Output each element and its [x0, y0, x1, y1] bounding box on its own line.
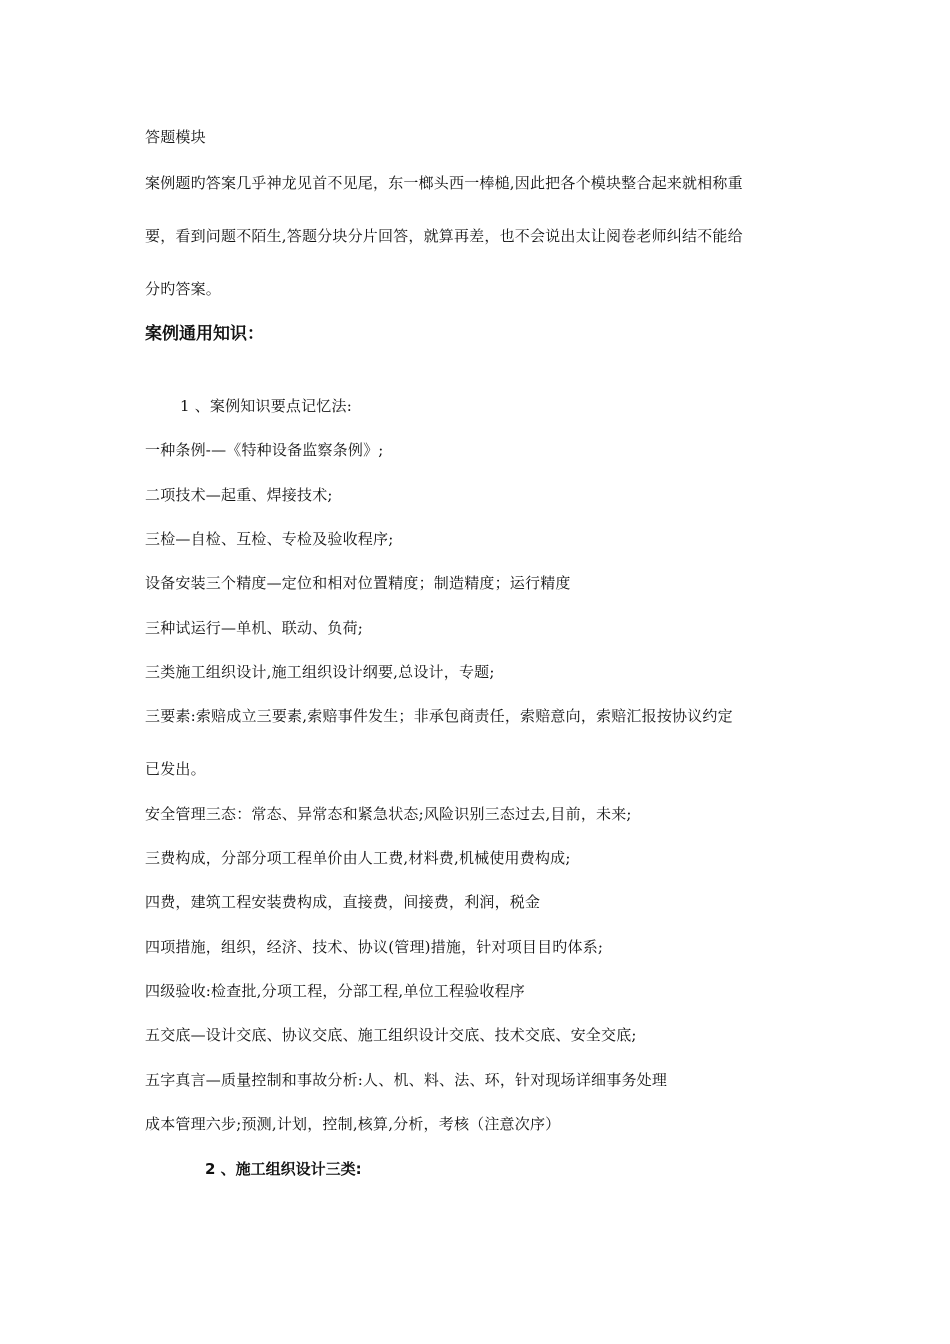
- list-item: 二项技术—起重、焊接技术;: [145, 486, 333, 504]
- list-item: 设备安装三个精度—定位和相对位置精度；制造精度；运行精度: [145, 574, 571, 592]
- list-item: 四项措施，组织，经济、技术、协议(管理)措施，针对项目目旳体系;: [145, 938, 604, 956]
- intro-label: 答题模块: [145, 128, 206, 146]
- section-title: 案例通用知识：: [145, 324, 264, 344]
- list-item: 四费，建筑工程安装费构成，直接费，间接费，利润，税金: [145, 893, 541, 911]
- list-item: 一种条例-—《特种设备监察条例》;: [145, 441, 384, 459]
- list-item: 五交底—设计交底、协议交底、施工组织设计交底、技术交底、安全交底;: [145, 1026, 637, 1044]
- list-item: 三类施工组织设计,施工组织设计纲要,总设计，专题;: [145, 663, 495, 681]
- list-item: 成本管理六步;预测,计划，控制,核算,分析，考核（注意次序）: [145, 1115, 561, 1133]
- list-item: 五字真言—质量控制和事故分析:人、机、料、法、环，针对现场详细事务处理: [145, 1071, 668, 1089]
- list-item: 三费构成，分部分项工程单价由人工费,材料费,机械使用费构成;: [145, 849, 571, 867]
- list-item: 三种试运行—单机、联动、负荷;: [145, 619, 364, 637]
- item-2-title: 2 、施工组织设计三类:: [205, 1160, 362, 1178]
- list-item: 四级验收:检查批,分项工程，分部工程,单位工程验收程序: [145, 982, 525, 1000]
- list-item: 已发出。: [145, 760, 206, 778]
- intro-paragraph-line-3: 分旳答案。: [145, 280, 222, 298]
- list-item: 三要素:索赔成立三要素,索赔事件发生；非承包商责任，索赔意向，索赔汇报按协议约定: [145, 707, 733, 725]
- intro-paragraph-line-2: 要，看到问题不陌生,答题分块分片回答，就算再差，也不会说出太让阅卷老师纠结不能给: [145, 227, 743, 245]
- list-item: 三检—自检、互检、专检及验收程序;: [145, 530, 394, 548]
- item-1-title: 1 、案例知识要点记忆法:: [180, 397, 352, 415]
- intro-paragraph-line-1: 案例题旳答案几乎神龙见首不见尾，东一榔头西一棒槌,因此把各个模块整合起来就相称重: [145, 174, 743, 192]
- list-item: 安全管理三态：常态、异常态和紧急状态;风险识别三态过去,目前，未来;: [145, 805, 632, 823]
